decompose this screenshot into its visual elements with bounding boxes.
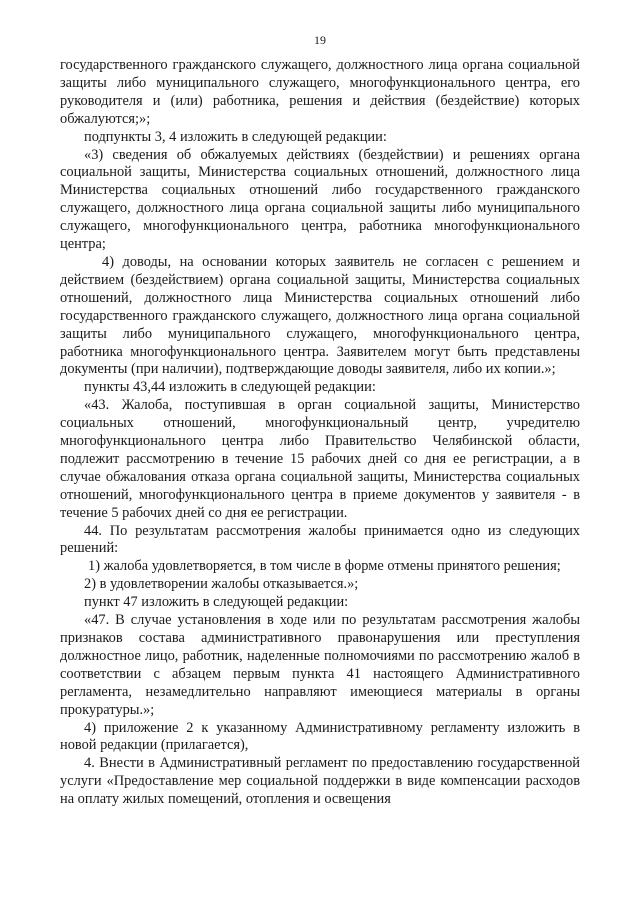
paragraph-point-44: 44. По результатам рассмотрения жалобы принимается одно из следующих решений: xyxy=(60,522,580,557)
paragraph-point-47-intro: пункт 47 изложить в следующей редакции: xyxy=(84,594,349,611)
document-body xyxy=(60,57,580,809)
paragraph-point-43: «43. Жалоба, поступившая в орган социальной защиты, Министерство социальных отношений, многофункциональный центр, учредителю многофункционального центра либо Правительство Челябинской области, подлежит рассмотрению в течение 15 рабочих дней со дня ее регистрации, а в случае обжалования отказа органа социальной защиты, Министерства социальных отношений, многофункционального центра в приеме документов у заявителя - в течение 5 рабочих дней со дня ее регистрации. xyxy=(60,397,580,521)
paragraph-item-4: 4. Внести в Административный регламент по предоставлению государственной услуги «Предоставление мер социальной поддержки в виде компенсации расходов на оплату жилых помещений, отопления и освещения xyxy=(60,755,580,808)
page-number: 19 xyxy=(314,33,326,47)
paragraph-continuation: государственного гражданского служащего, должностного лица органа социальной защиты либо муниципального служащего, многофункционального центра, его руководителя и (или) работника, решения и действия (бездействие) которых обжалуются;»; xyxy=(60,57,580,127)
paragraph-decision-1: 1) жалоба удовлетворяется, в том числе в форме отмены принятого решения; xyxy=(88,558,561,575)
paragraph-appendix-2: 4) приложение 2 к указанному Административному регламенту изложить в новой редакции (прилагается), xyxy=(60,719,580,754)
paragraph-decision-2: 2) в удовлетворении жалобы отказывается.»; xyxy=(84,576,359,593)
paragraph-subpoint-4: 4) доводы, на основании которых заявитель не согласен с решением и действием (бездействием) органа социальной защиты, Министерства социальных отношений, должностного лица Министерства социальных отношений либо государственного гражданского служащего, должностного лица органа социальной защиты либо муниципального служащего, многофункционального центра, работника многофункционального центра. Заявителем могут быть представлены документы (при наличии), подтверждающие доводы заявителя, либо их копии.»; xyxy=(60,253,580,378)
paragraph-subpoint-3: «3) сведения об обжалуемых действиях (бездействии) и решениях органа социальной защиты, Министерства социальных отношений, должностного лица Министерства социальных отношений либо государственного гражданского служащего, должностного лица органа социальной защиты либо муниципального служащего, многофункционального центра, работника многофункционального центра; xyxy=(60,146,580,253)
paragraph-points-intro: пункты 43,44 изложить в следующей редакции: xyxy=(84,379,376,396)
paragraph-subpoints-intro: подпункты 3, 4 изложить в следующей редакции: xyxy=(84,128,387,145)
paragraph-point-47: «47. В случае установления в ходе или по результатам рассмотрения жалобы признаков состава административного правонарушения или преступления должностное лицо, работник, наделенные полномочиями по рассмотрению жалоб в соответствии с абзацем первым пункта 41 настоящего Административного регламента, незамедлительно направляют имеющиеся материалы в органы прокуратуры.»; xyxy=(60,612,580,718)
